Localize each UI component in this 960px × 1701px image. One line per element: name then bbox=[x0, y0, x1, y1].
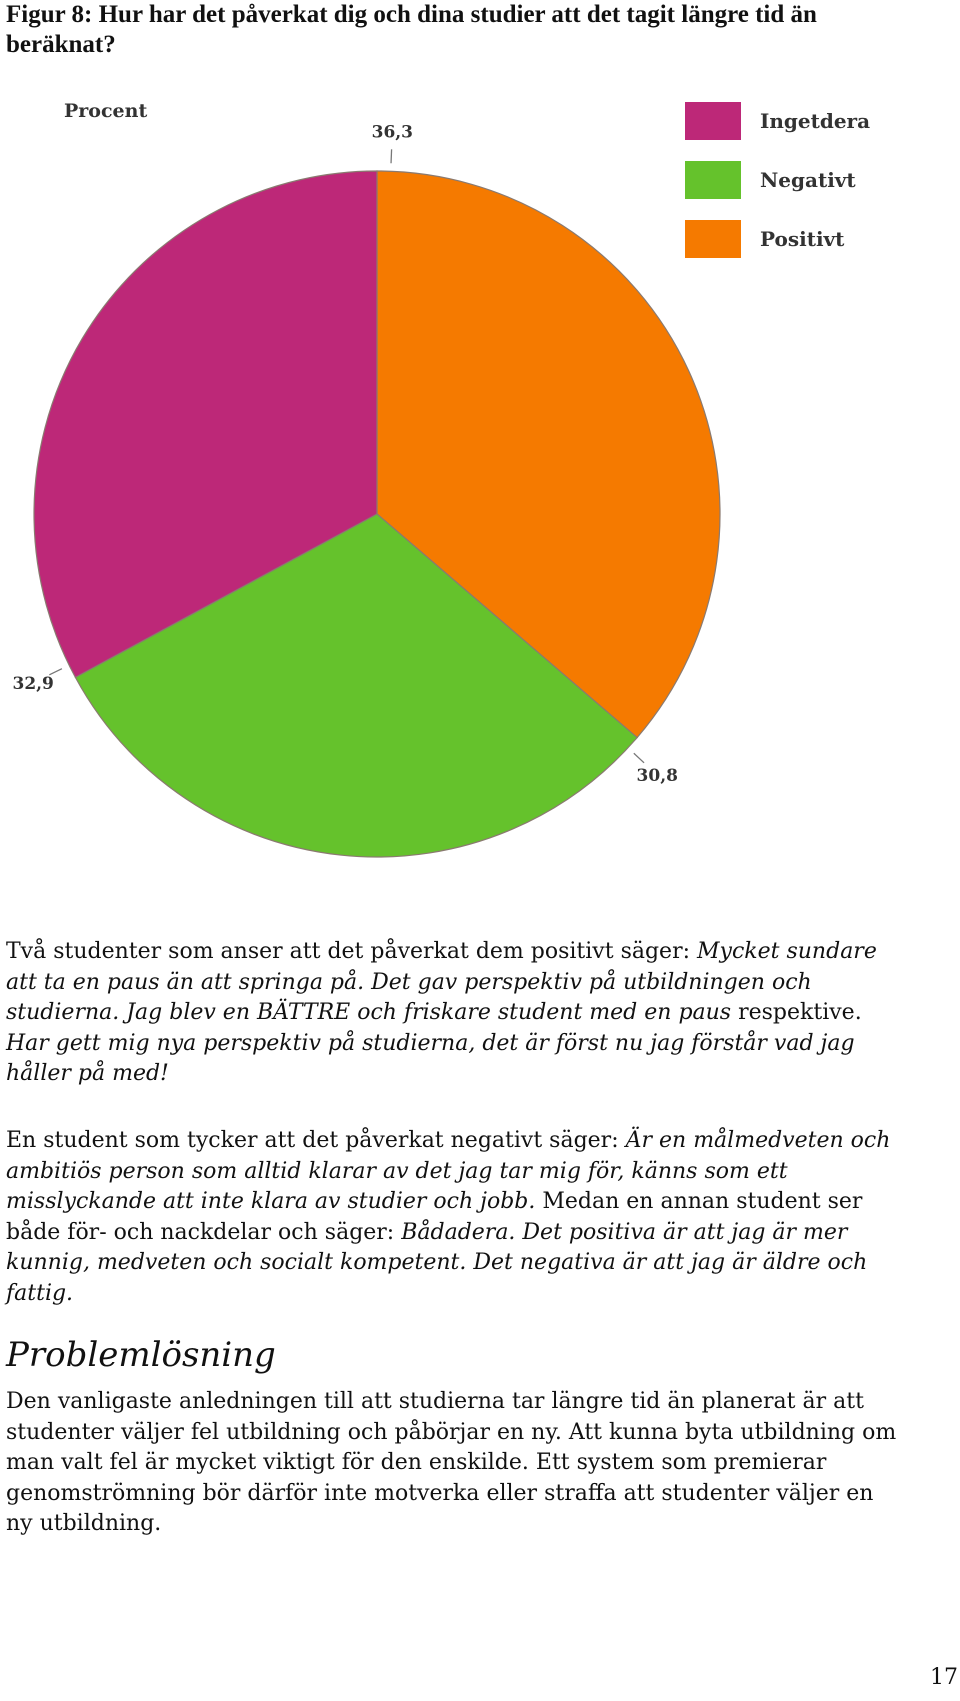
legend-label-positivt: Positivt bbox=[760, 227, 845, 251]
page-number: 17 bbox=[930, 1665, 958, 1690]
value-label-ingetdera: 32,9 bbox=[12, 673, 54, 694]
chart-title: Procent bbox=[64, 100, 148, 122]
text-run: Två studenter som anser att det påverkat dem positivt säger: bbox=[6, 939, 698, 964]
text-run: respektive. bbox=[731, 1000, 862, 1025]
text-run: Är en målmedveten och ambitiös person som alltid klarar av det jag tar mig för, känns som ett misslyckande att inte klara av studier och jobb. bbox=[6, 1128, 891, 1214]
leader-line bbox=[391, 149, 392, 163]
text-run: Medan en annan student ser både för- och nackdelar och säger: bbox=[6, 1189, 863, 1245]
text-run: Mycket sundare att ta en paus än att springa på. Det gav perspektiv på utbildningen och studierna. Jag blev en BÄTTRE och friskare student med en paus bbox=[6, 939, 877, 1025]
legend-label-negativt: Negativt bbox=[760, 168, 856, 192]
chart-legend bbox=[685, 102, 870, 258]
pie-slices bbox=[34, 171, 720, 857]
section-heading: Problemlösning bbox=[6, 1335, 276, 1375]
paragraph-problem-solving bbox=[6, 1387, 906, 1540]
text-run: En student som tycker att det påverkat negativt säger: bbox=[6, 1128, 626, 1153]
value-label-negativt: 30,8 bbox=[636, 766, 678, 787]
text-run: Har gett mig nya perspektiv på studierna, det är först nu jag förstår vad jag håller på med! bbox=[6, 1030, 855, 1086]
figure-title: Figur 8: Hur har det påverkat dig och dina studier att det tagit längre tid än beräknat? bbox=[6, 1, 817, 58]
legend-swatch-positivt bbox=[685, 220, 741, 258]
pie-chart bbox=[0, 88, 960, 908]
paragraph-positive-quotes bbox=[6, 937, 906, 1090]
paragraph-negative-quotes bbox=[6, 1126, 906, 1309]
text-run: Bådadera. Det positiva är att jag är mer kunnig, medveten och socialt kompetent. Det negativa är att jag är äldre och fattig. bbox=[6, 1219, 868, 1306]
legend-swatch-negativt bbox=[685, 161, 741, 199]
leader-line bbox=[634, 753, 644, 763]
value-label-positivt: 36,3 bbox=[371, 122, 414, 143]
text-run: Den vanligaste anledningen till att studierna tar längre tid än planerat är att studenter väljer fel utbildning och påbörjar en ny. Att kunna byta utbildning om man valt fel är mycket viktigt för den enskilde. Ett system som premierar genomströmning bör därför inte motverka eller straffa att studenter väljer en ny utbildning. bbox=[6, 1389, 897, 1536]
legend-label-ingetdera: Ingetdera bbox=[760, 109, 871, 133]
legend-swatch-ingetdera bbox=[685, 102, 741, 140]
